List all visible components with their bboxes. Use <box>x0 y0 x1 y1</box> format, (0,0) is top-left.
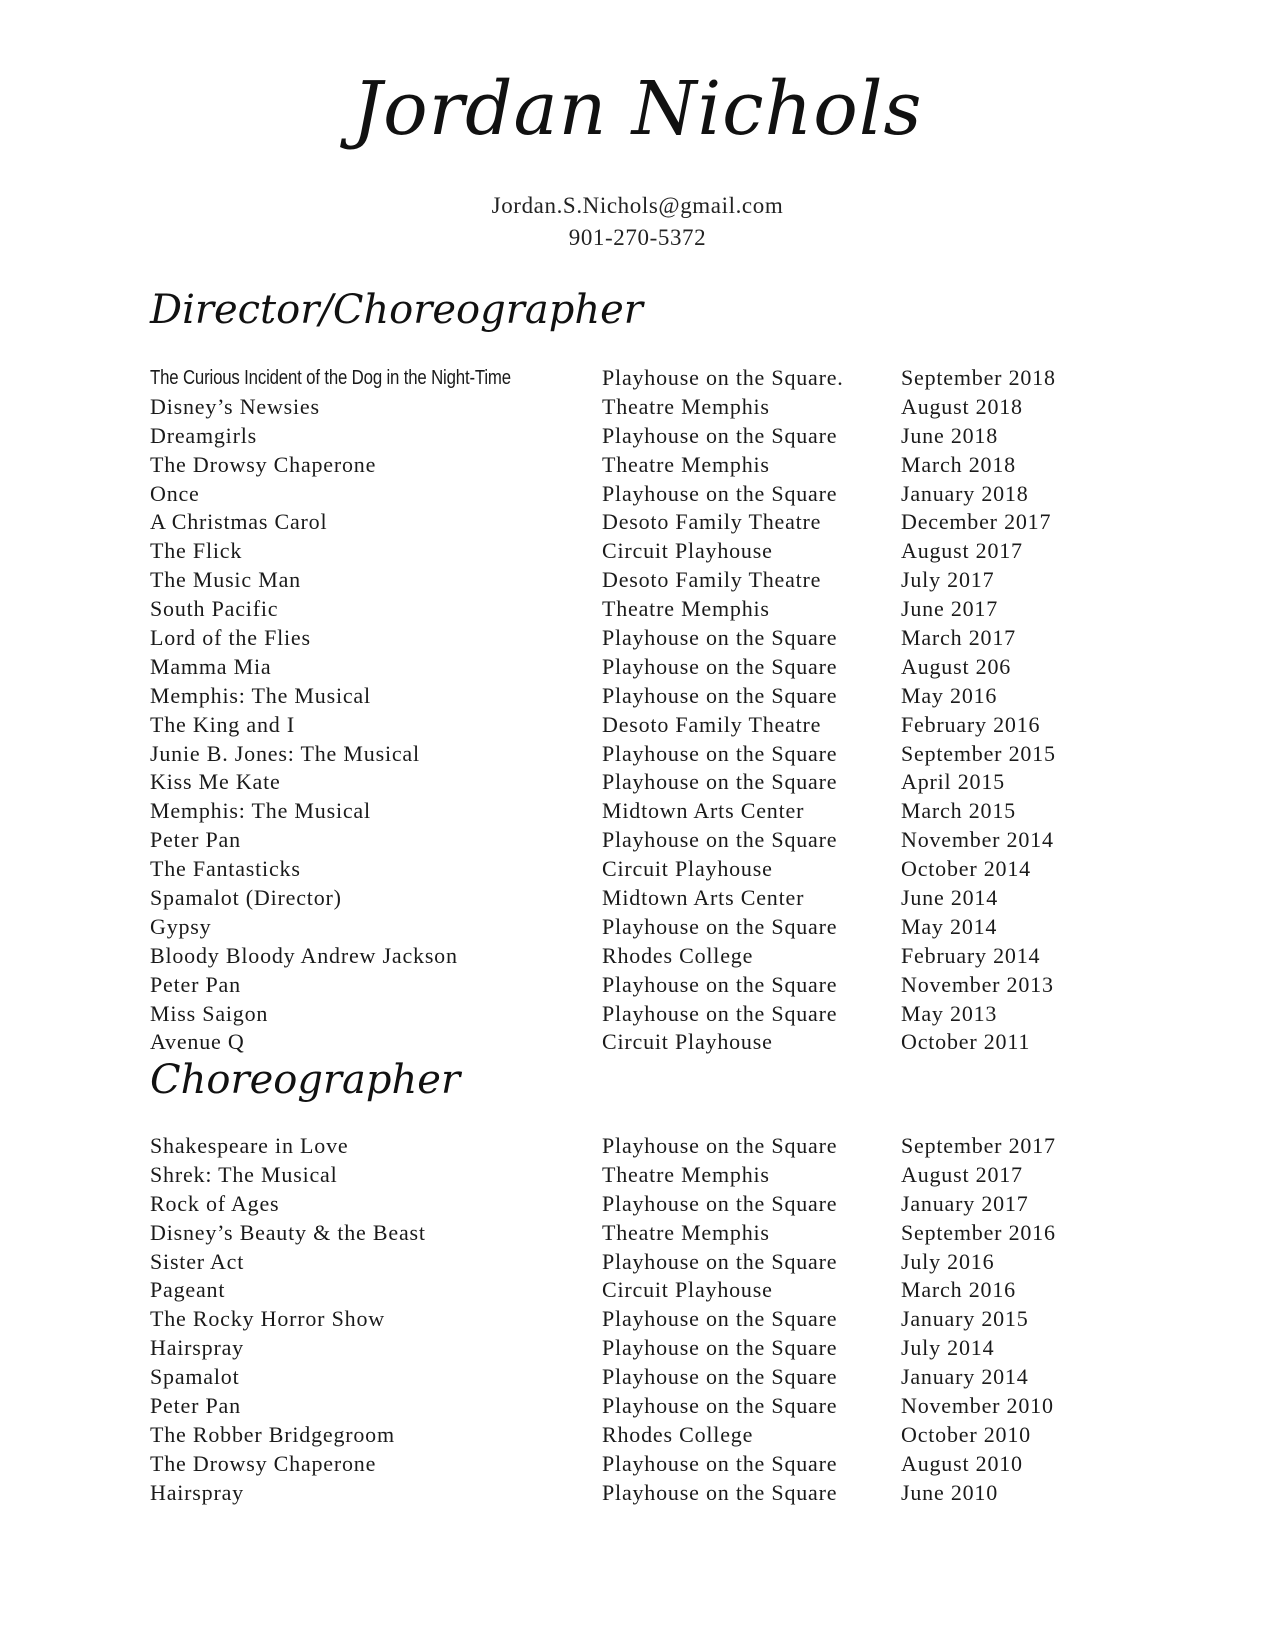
credit-show: Lord of the Flies <box>150 625 311 651</box>
credit-date: December 2017 <box>901 509 1052 535</box>
credit-date: August 2017 <box>901 1161 1023 1187</box>
credit-date: May 2014 <box>901 913 998 939</box>
credit-show: A Christmas Carol <box>150 509 328 535</box>
credit-row <box>150 1161 1150 1190</box>
credit-show: The Music Man <box>150 567 301 593</box>
section-title-choreographer: Choreographer <box>150 1057 461 1103</box>
credit-date: November 2013 <box>901 971 1054 997</box>
credit-venue: Theatre Memphis <box>602 393 770 419</box>
credit-show: Avenue Q <box>150 1029 245 1055</box>
credit-show: Memphis: The Musical <box>150 682 371 708</box>
credit-show: Hairspray <box>150 1335 244 1361</box>
credit-date: February 2016 <box>901 711 1041 737</box>
credit-show: Sister Act <box>150 1248 245 1274</box>
credit-row <box>150 797 1150 826</box>
credit-venue: Rhodes College <box>602 942 754 968</box>
credit-venue: Desoto Family Theatre <box>602 509 822 535</box>
credit-row <box>150 451 1150 480</box>
credit-row <box>150 1392 1150 1421</box>
credit-venue: Circuit Playhouse <box>602 1029 773 1055</box>
credit-date: February 2014 <box>901 942 1041 968</box>
credit-show: Junie B. Jones: The Musical <box>150 740 420 766</box>
credit-row <box>150 566 1150 595</box>
credit-show: Miss Saigon <box>150 1000 269 1026</box>
credit-date: October 2011 <box>901 1029 1031 1055</box>
credit-venue: Playhouse on the Square <box>602 827 838 853</box>
credit-venue: Playhouse on the Square. <box>602 365 844 390</box>
credit-row <box>150 711 1150 740</box>
credit-row <box>150 1028 1150 1057</box>
credit-date: May 2016 <box>901 682 998 708</box>
credit-date: March 2016 <box>901 1277 1016 1303</box>
credit-venue: Circuit Playhouse <box>602 856 773 882</box>
credit-row <box>150 740 1150 769</box>
credit-venue: Theatre Memphis <box>602 596 770 622</box>
credit-row <box>150 1190 1150 1219</box>
credit-show: Peter Pan <box>150 1393 241 1419</box>
credit-date: November 2010 <box>901 1393 1054 1419</box>
credit-venue: Playhouse on the Square <box>602 769 838 795</box>
credit-venue: Playhouse on the Square <box>602 480 838 506</box>
resume-name: Jordan Nichols <box>352 66 923 152</box>
credit-date: July 2017 <box>901 567 995 593</box>
credit-show: The Fantasticks <box>150 856 301 882</box>
credit-row <box>150 1276 1150 1305</box>
credit-row <box>150 884 1150 913</box>
credit-venue: Playhouse on the Square <box>602 1335 838 1361</box>
credit-show: Peter Pan <box>150 971 241 997</box>
credit-row <box>150 653 1150 682</box>
credit-row <box>150 1248 1150 1277</box>
credit-row <box>150 1305 1150 1334</box>
credit-row <box>150 537 1150 566</box>
contact-email[interactable]: Jordan.S.Nichols@gmail.com <box>491 193 784 218</box>
credit-date: March 2017 <box>901 625 1016 651</box>
credit-show: Rock of Ages <box>150 1190 280 1216</box>
credit-show: The Drowsy Chaperone <box>150 451 377 477</box>
credit-date: June 2018 <box>901 422 999 448</box>
credit-venue: Playhouse on the Square <box>602 682 838 708</box>
credit-date: January 2017 <box>901 1190 1029 1216</box>
credit-date: September 2018 <box>901 365 1056 390</box>
credit-venue: Playhouse on the Square <box>602 740 838 766</box>
credit-venue: Rhodes College <box>602 1421 754 1447</box>
credit-venue: Theatre Memphis <box>602 451 770 477</box>
credit-date: June 2017 <box>901 596 999 622</box>
credit-show: Bloody Bloody Andrew Jackson <box>150 942 458 968</box>
credit-show: South Pacific <box>150 596 279 622</box>
credit-row <box>150 1000 1150 1029</box>
credit-show: Disney’s Beauty & the Beast <box>150 1219 426 1245</box>
credit-show: Shrek: The Musical <box>150 1161 338 1187</box>
credit-show: Pageant <box>150 1277 226 1303</box>
credit-row <box>150 364 1150 393</box>
credit-row <box>150 855 1150 884</box>
credit-show: Hairspray <box>150 1479 244 1505</box>
credit-venue: Playhouse on the Square <box>602 625 838 651</box>
credit-venue: Circuit Playhouse <box>602 538 773 564</box>
credit-venue: Circuit Playhouse <box>602 1277 773 1303</box>
credit-row <box>150 682 1150 711</box>
credit-date: July 2014 <box>901 1335 995 1361</box>
credit-venue: Playhouse on the Square <box>602 653 838 679</box>
credit-row <box>150 508 1150 537</box>
credit-row <box>150 393 1150 422</box>
credit-show: Dreamgirls <box>150 422 257 448</box>
credit-show: Memphis: The Musical <box>150 798 371 824</box>
credit-show: The Robber Bridgegroom <box>150 1421 395 1447</box>
credit-show: Kiss Me Kate <box>150 769 281 795</box>
credit-venue: Playhouse on the Square <box>602 1248 838 1274</box>
credit-show: The King and I <box>150 711 295 737</box>
credit-show: Disney’s Newsies <box>150 393 320 419</box>
credit-venue: Playhouse on the Square <box>602 1000 838 1026</box>
credit-venue: Theatre Memphis <box>602 1219 770 1245</box>
contact-phone[interactable]: 901-270-5372 <box>568 225 707 250</box>
credit-venue: Midtown Arts Center <box>602 798 805 824</box>
credit-venue: Desoto Family Theatre <box>602 567 822 593</box>
credit-show: Mamma Mia <box>150 653 272 679</box>
credit-venue: Playhouse on the Square <box>602 913 838 939</box>
credit-show: The Rocky Horror Show <box>150 1306 385 1332</box>
credit-date: May 2013 <box>901 1000 998 1026</box>
credit-venue: Playhouse on the Square <box>602 1306 838 1332</box>
credit-row <box>150 971 1150 1000</box>
credit-date: September 2015 <box>901 740 1056 766</box>
credit-date: January 2014 <box>901 1364 1029 1390</box>
credit-show: Gypsy <box>150 913 212 939</box>
credit-venue: Playhouse on the Square <box>602 1133 838 1158</box>
director-choreographer-credits <box>150 364 1150 1057</box>
credit-date: August 2018 <box>901 393 1023 419</box>
choreographer-credits <box>150 1132 1150 1508</box>
credit-date: October 2014 <box>901 856 1031 882</box>
credit-date: April 2015 <box>901 769 1005 795</box>
credit-row <box>150 768 1150 797</box>
credit-row <box>150 480 1150 509</box>
credit-venue: Playhouse on the Square <box>602 1450 838 1476</box>
credit-row <box>150 595 1150 624</box>
credit-date: August 2017 <box>901 538 1023 564</box>
credit-row <box>150 942 1150 971</box>
credit-show: The Curious Incident of the Dog in the Night-Time <box>150 367 511 389</box>
credit-venue: Playhouse on the Square <box>602 1190 838 1216</box>
credit-date: January 2018 <box>901 480 1029 506</box>
credit-venue: Midtown Arts Center <box>602 885 805 911</box>
credit-date: July 2016 <box>901 1248 995 1274</box>
credit-date: March 2015 <box>901 798 1016 824</box>
credit-show: The Drowsy Chaperone <box>150 1450 377 1476</box>
credit-row <box>150 1334 1150 1363</box>
section-title-director-choreographer: Director/Choreographer <box>150 287 643 333</box>
credit-venue: Playhouse on the Square <box>602 971 838 997</box>
credit-venue: Playhouse on the Square <box>602 1479 838 1505</box>
credit-show: Peter Pan <box>150 827 241 853</box>
credit-date: March 2018 <box>901 451 1016 477</box>
credit-date: November 2014 <box>901 827 1054 853</box>
credit-venue: Playhouse on the Square <box>602 422 838 448</box>
credit-venue: Playhouse on the Square <box>602 1364 838 1390</box>
credit-row <box>150 1450 1150 1479</box>
credit-date: January 2015 <box>901 1306 1029 1332</box>
credit-show: Spamalot (Director) <box>150 885 342 911</box>
credit-date: September 2016 <box>901 1219 1056 1245</box>
credit-row <box>150 1219 1150 1248</box>
credit-row <box>150 1132 1150 1161</box>
credit-row <box>150 624 1150 653</box>
credit-venue: Playhouse on the Square <box>602 1393 838 1419</box>
credit-row <box>150 826 1150 855</box>
credit-row <box>150 1363 1150 1392</box>
credit-show: Spamalot <box>150 1364 240 1390</box>
credit-date: June 2014 <box>901 885 999 911</box>
credit-row <box>150 913 1150 942</box>
credit-venue: Theatre Memphis <box>602 1161 770 1187</box>
credit-date: September 2017 <box>901 1133 1056 1158</box>
credit-date: June 2010 <box>901 1479 999 1505</box>
credit-row <box>150 1479 1150 1508</box>
credit-date: August 2010 <box>901 1450 1023 1476</box>
credit-show: The Flick <box>150 538 243 564</box>
credit-venue: Desoto Family Theatre <box>602 711 822 737</box>
credit-show: Once <box>150 480 200 506</box>
credit-date: October 2010 <box>901 1421 1031 1447</box>
credit-row <box>150 1421 1150 1450</box>
credit-show: Shakespeare in Love <box>150 1133 349 1158</box>
credit-row <box>150 422 1150 451</box>
credit-date: August 206 <box>901 653 1012 679</box>
